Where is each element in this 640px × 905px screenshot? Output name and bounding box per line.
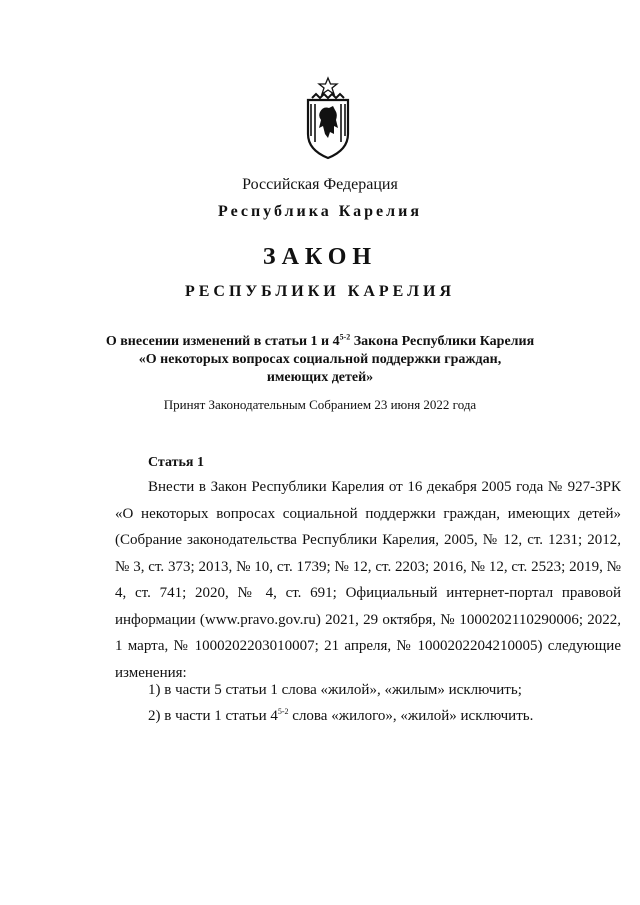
article-heading: Статья 1 [148, 455, 204, 470]
document-issuer: РЕСПУБЛИКИ КАРЕЛИЯ [184, 283, 456, 300]
document-type: ЗАКОН [262, 244, 378, 270]
adoption-date: Принят Законодательным Собранием 23 июня 2022 года [163, 397, 477, 412]
amendment-item-2: 2) в части 1 статьи 4$^{5-2}$ слова «жилого», «жилой» исключить. [148, 707, 534, 724]
amendment-item-1: 1) в части 5 статьи 1 слова «жилой», «жилым» исключить; [148, 682, 522, 698]
karelia-coat-of-arms-icon [298, 76, 358, 160]
republic-name: Республика Карелия [218, 203, 422, 220]
law-title-line1: О внесении изменений в статьи 1 и 4$^{5-2}$ Закона Республики Карелия [105, 332, 535, 349]
law-title-line3: имеющих детей» [266, 370, 374, 385]
law-title-line2: «О некоторых вопросах социальной поддержки граждан, [138, 352, 502, 367]
country-name: Российская Федерация [242, 176, 398, 193]
article-paragraph: Внести в Закон Республики Карелия от 16 декабря 2005 года № 927-ЗРК «О некоторых вопросах социальной поддержки граждан, имеющих детей» (Собрание законодательства Республики Карелия, 2005, № 12, ст. 1231; 2012, № 3, ст. 373; 2013, № 10, ст. 1739; № 12, ст. 2203; 2016, № 12, ст. 2523; 2019, № 4, ст. 741; 2020, № 4, ст. 691; Официальный интернет-портал правовой информации (www.pravo.gov.ru) 2021, 29 октября, № 1000202110290006; 2022, 1 марта, № 1000202203010007; 21 апреля, № 1000202204210005) следующие изменения: [115, 479, 621, 681]
law-title [0, 333, 640, 387]
